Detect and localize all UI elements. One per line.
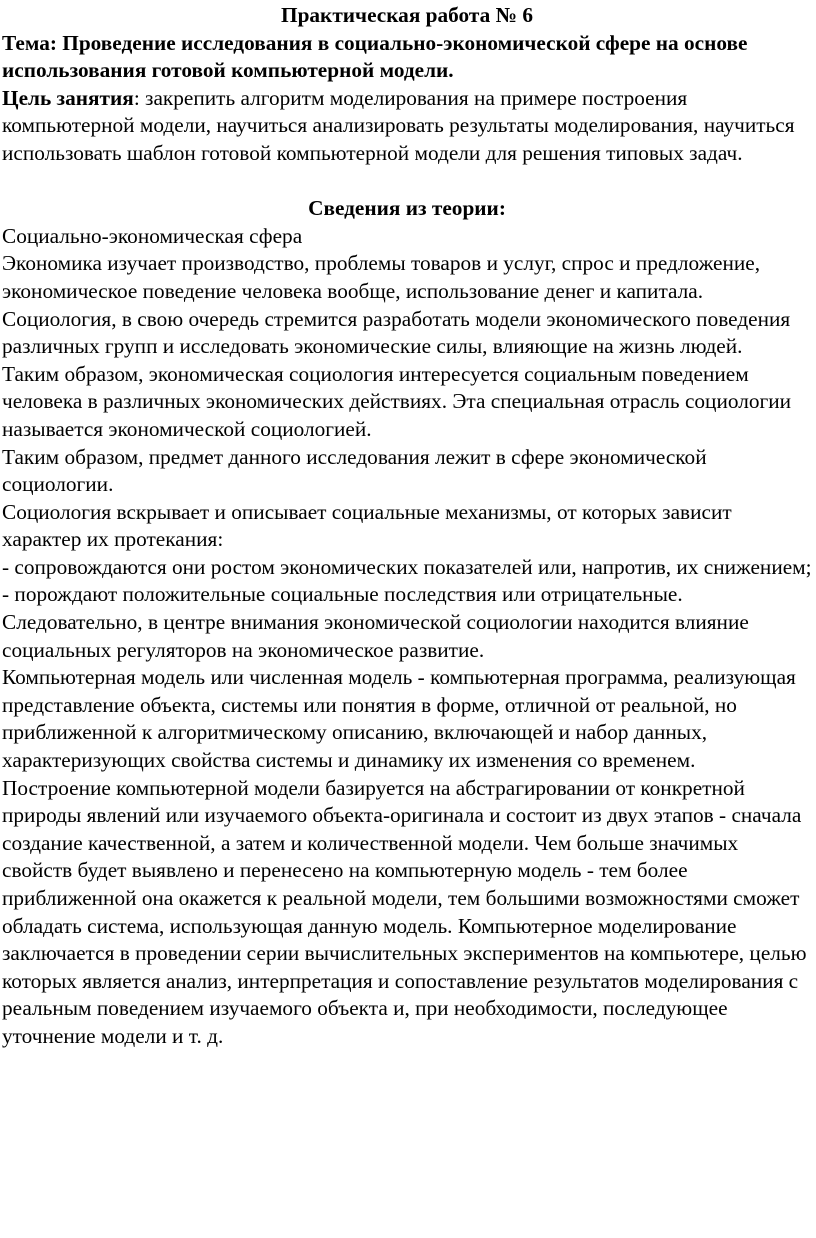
- paragraph-economic-sociology: Таким образом, экономическая социология интересуется социальным поведением человека в различных экономических действиях. Эта специальная отрасль социологии называется экономической социологией.: [2, 361, 792, 441]
- paragraph-economics: Экономика изучает производство, проблемы товаров и услуг, спрос и предложение, экономическое поведение человека вообще, использование денег и капитала.: [2, 251, 761, 303]
- document-title: Практическая работа № 6: [281, 3, 533, 27]
- paragraph-mechanisms: Социология вскрывает и описывает социальные механизмы, от которых зависит характер их протекания:: [2, 499, 732, 552]
- goal-text: : закрепить алгоритм моделирования на примере построения компьютерной модели, научиться анализировать результаты моделирования, научиться использовать шаблон готовой компьютерной модели для решения типовых задач.: [2, 85, 795, 165]
- section-title: Социально-экономическая сфера: [2, 223, 303, 248]
- theory-heading: Сведения из теории:: [308, 196, 506, 221]
- list-item-consequences: - порождают положительные социальные последствия или отрицательные.: [2, 582, 683, 607]
- paragraph-regulators: Следовательно, в центре внимания экономической социологии находится влияние социальных регуляторов на экономическое развитие.: [2, 610, 749, 662]
- goal-label: Цель занятия: [2, 85, 134, 110]
- topic-line: Тема: Проведение исследования в социально-экономической сфере на основе использования готовой компьютерной модели.: [2, 30, 748, 83]
- paragraph-sociology: Социология, в свою очередь стремится разработать модели экономического поведения различных групп и исследовать экономические силы, влияющие на жизнь людей.: [2, 306, 791, 359]
- list-item-growth: - сопровождаются они ростом экономических показателей или, напротив, их снижением;: [2, 554, 812, 579]
- paragraph-model-building: Построение компьютерной модели базируется на абстрагировании от конкретной природы явлений или изучаемого объекта-оригинала и состоит из двух этапов - сначала создание качественной, а затем и количественной модели. Чем больше значимых свойств будет выявлено и перенесено на компьютерную модель - тем более приближенной она окажется к реальной модели, тем большими возможностями сможет обладать система, использующая данную модель. Компьютерное моделирование заключается в проведении серии вычислительных экспериментов на компьютере, целью которых является анализ, интерпретация и сопоставление результатов моделирования с реальным поведением изучаемого объекта и, при необходимости, последующее уточнение модели и т. д.: [2, 775, 807, 1048]
- paragraph-computer-model: Компьютерная модель или численная модель - компьютерная программа, реализующая представление объекта, системы или понятия в форме, отличной от реальной, но приближенной к алгоритмическому описанию, включающей и набор данных, характеризующих свойства системы и динамику их изменения со временем.: [2, 665, 796, 773]
- goal-paragraph: [2, 85, 812, 168]
- blank-line: [2, 168, 812, 196]
- paragraph-subject: Таким образом, предмет данного исследования лежит в сфере экономической социологии.: [2, 444, 707, 497]
